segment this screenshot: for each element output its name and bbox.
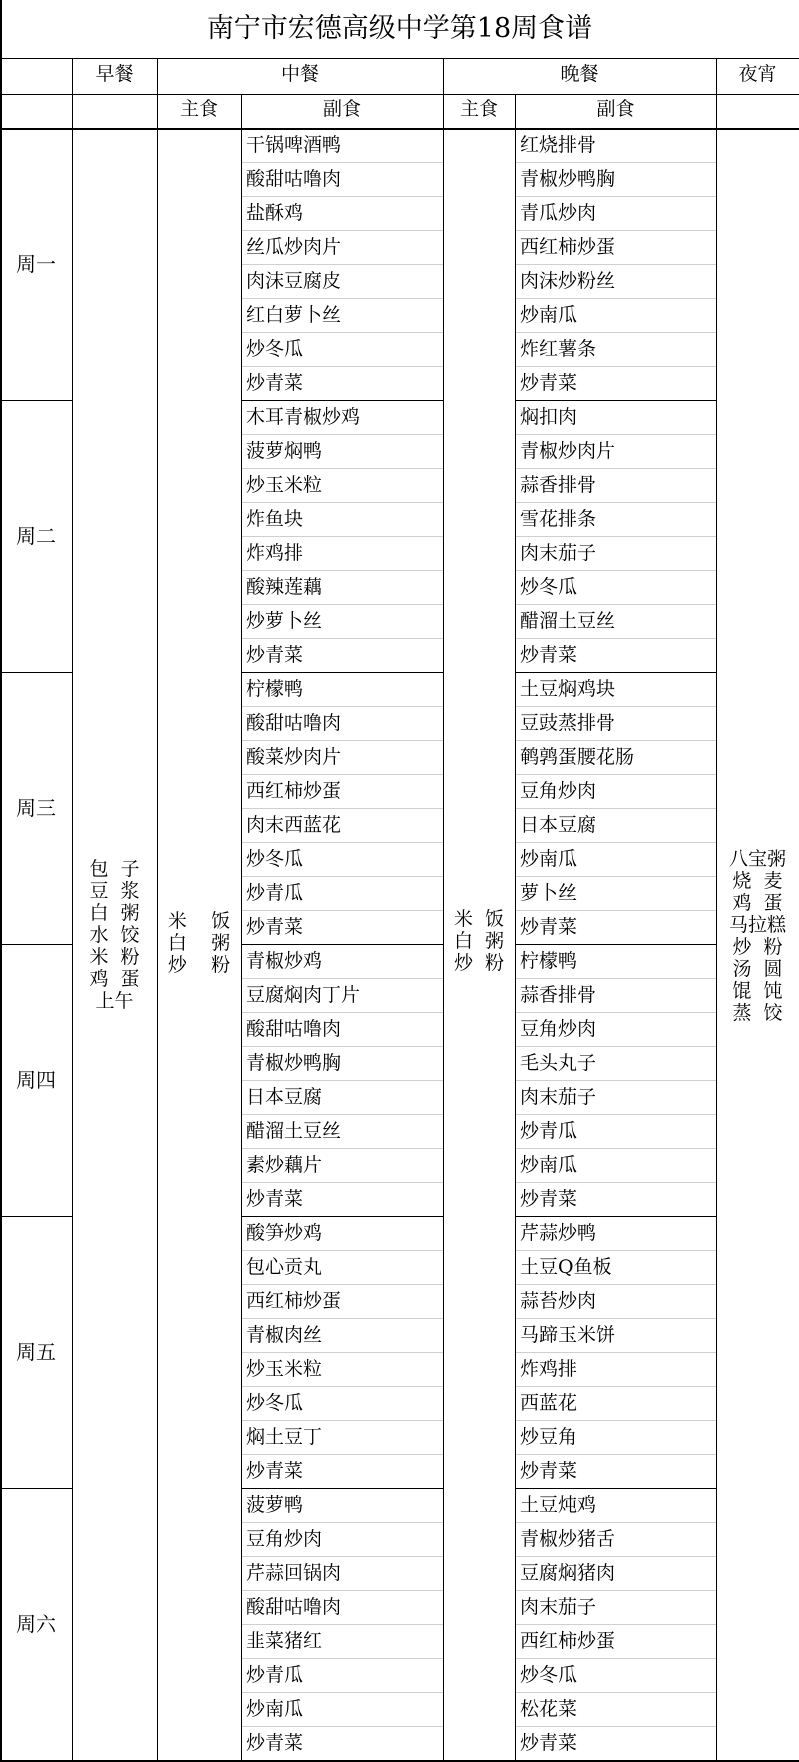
row-divider: [516, 570, 716, 571]
row-divider: [516, 196, 716, 197]
row-divider: [516, 1522, 716, 1523]
lunch-dish: 青椒炒鸭胸: [246, 1052, 342, 1074]
lunch-dish: 红白萝卜丝: [246, 304, 342, 326]
row-divider: [516, 604, 716, 605]
lunch-dish: 丝瓜炒肉片: [246, 236, 342, 258]
dinner-dish: 芹蒜炒鸭: [520, 1222, 597, 1244]
dinner-dish: 蒜香排骨: [520, 474, 597, 496]
row-divider: [516, 1692, 716, 1693]
row-divider: [516, 1454, 716, 1455]
lunch-dish: 西红柿炒蛋: [246, 780, 342, 802]
row-divider: [242, 468, 443, 469]
header-dinner-side: 副食: [596, 98, 635, 120]
row-divider: [242, 264, 443, 265]
night-snack-item: 烧 麦: [732, 870, 783, 892]
grid-line: [515, 1488, 716, 1489]
grid-line: [515, 94, 516, 1760]
dinner-dish: 毛头丸子: [520, 1052, 597, 1074]
grid-line: [0, 1216, 72, 1217]
lunch-staple-item: 米 饭: [167, 910, 231, 932]
row-divider: [516, 774, 716, 775]
row-divider: [242, 1726, 443, 1727]
row-divider: [516, 978, 716, 979]
lunch-dish: 酸甜咕噜肉: [246, 1018, 342, 1040]
grid-line: [0, 0, 2, 1760]
row-divider: [242, 1250, 443, 1251]
dinner-dish: 土豆焖鸡块: [520, 678, 616, 700]
grid-line: [0, 58, 799, 59]
grid-line: [0, 944, 72, 945]
lunch-dish: 菠萝焖鸭: [246, 440, 323, 462]
grid-line: [241, 400, 443, 401]
row-divider: [516, 876, 716, 877]
breakfast-item: 上午: [95, 990, 134, 1012]
row-divider: [242, 1046, 443, 1047]
row-divider: [242, 1012, 443, 1013]
row-divider: [242, 298, 443, 299]
grid-line: [0, 94, 799, 95]
lunch-dish: 日本豆腐: [246, 1086, 323, 1108]
breakfast-item: 包 子: [89, 858, 140, 880]
row-divider: [242, 638, 443, 639]
row-divider: [242, 230, 443, 231]
dinner-dish: 西红柿炒蛋: [520, 1630, 616, 1652]
night-snack-item: 馄 饨: [732, 980, 783, 1002]
lunch-dish: 木耳青椒炒鸡: [246, 406, 361, 428]
row-divider: [242, 1284, 443, 1285]
grid-line: [515, 672, 716, 673]
row-divider: [516, 1012, 716, 1013]
row-divider: [242, 978, 443, 979]
row-divider: [516, 434, 716, 435]
dinner-dish: 肉沫炒粉丝: [520, 270, 616, 292]
night-snack-item: 鸡 蛋: [732, 892, 783, 914]
row-divider: [516, 638, 716, 639]
day-label: 周五: [16, 1340, 56, 1364]
row-divider: [242, 1182, 443, 1183]
row-divider: [242, 842, 443, 843]
lunch-dish: 炒冬瓜: [246, 1392, 304, 1414]
lunch-dish: 酸甜咕噜肉: [246, 1596, 342, 1618]
row-divider: [516, 1658, 716, 1659]
dinner-dish: 炸鸡排: [520, 1358, 578, 1380]
row-divider: [242, 774, 443, 775]
row-divider: [242, 1692, 443, 1693]
dinner-dish: 西红柿炒蛋: [520, 236, 616, 258]
dinner-dish: 炸红薯条: [520, 338, 597, 360]
grid-line: [515, 400, 716, 401]
row-divider: [516, 1046, 716, 1047]
dinner-dish: 土豆炖鸡: [520, 1494, 597, 1516]
day-label: 周二: [16, 524, 56, 548]
lunch-dish: 干锅啤酒鸭: [246, 134, 342, 156]
breakfast-item: 豆 浆: [89, 880, 140, 902]
row-divider: [516, 1590, 716, 1591]
dinner-dish: 青椒炒猪舌: [520, 1528, 616, 1550]
lunch-dish: 炒青瓜: [246, 1664, 304, 1686]
row-divider: [516, 332, 716, 333]
dinner-dish: 蒜苔炒肉: [520, 1290, 597, 1312]
grid-line: [241, 1216, 443, 1217]
lunch-dish: 西红柿炒蛋: [246, 1290, 342, 1312]
dinner-dish: 炒南瓜: [520, 1154, 578, 1176]
grid-line: [0, 672, 72, 673]
breakfast-item: 米 粉: [89, 946, 140, 968]
header-lunch-staple: 主食: [179, 98, 218, 120]
row-divider: [242, 876, 443, 877]
dinner-dish: 炒南瓜: [520, 304, 578, 326]
lunch-dish: 炒青菜: [246, 372, 304, 394]
lunch-dish: 炒南瓜: [246, 1698, 304, 1720]
row-divider: [516, 1420, 716, 1421]
dinner-dish: 豆豉蒸排骨: [520, 712, 616, 734]
grid-line: [0, 400, 72, 401]
dinner-staple-item: 炒 粉: [453, 952, 505, 974]
row-divider: [516, 740, 716, 741]
row-divider: [242, 196, 443, 197]
dinner-dish: 雪花排条: [520, 508, 597, 530]
dinner-dish: 炒青菜: [520, 916, 578, 938]
day-label: 周三: [16, 796, 56, 820]
lunch-dish: 包心贡丸: [246, 1256, 323, 1278]
row-divider: [242, 434, 443, 435]
lunch-dish: 柠檬鸭: [246, 678, 304, 700]
lunch-dish: 炒冬瓜: [246, 338, 304, 360]
dinner-dish: 醋溜土豆丝: [520, 610, 616, 632]
row-divider: [516, 1624, 716, 1625]
dinner-dish: 肉末茄子: [520, 1596, 597, 1618]
lunch-dish: 炒青菜: [246, 1460, 304, 1482]
row-divider: [242, 366, 443, 367]
grid-line: [241, 94, 242, 1760]
dinner-dish: 肉末茄子: [520, 542, 597, 564]
dinner-dish: 炒青菜: [520, 1460, 578, 1482]
row-divider: [516, 1318, 716, 1319]
row-divider: [242, 910, 443, 911]
lunch-dish: 醋溜土豆丝: [246, 1120, 342, 1142]
row-divider: [242, 1386, 443, 1387]
row-divider: [516, 536, 716, 537]
row-divider: [242, 332, 443, 333]
dinner-dish: 日本豆腐: [520, 814, 597, 836]
dinner-dish: 鹌鹑蛋腰花肠: [520, 746, 635, 768]
row-divider: [242, 1556, 443, 1557]
row-divider: [516, 1114, 716, 1115]
dinner-dish: 炒豆角: [520, 1426, 578, 1448]
lunch-dish: 炒青菜: [246, 916, 304, 938]
night-snack-item: 汤 圆: [732, 958, 783, 980]
row-divider: [242, 1420, 443, 1421]
grid-line: [241, 1488, 443, 1489]
night-snack-item: 炒 粉: [732, 936, 783, 958]
lunch-dish: 焖土豆丁: [246, 1426, 323, 1448]
header-lunch: 中餐: [280, 63, 319, 85]
row-divider: [516, 1148, 716, 1149]
lunch-dish: 炒冬瓜: [246, 848, 304, 870]
dinner-dish: 青椒炒鸭胸: [520, 168, 616, 190]
row-divider: [516, 1352, 716, 1353]
dinner-dish: 松花菜: [520, 1698, 578, 1720]
dinner-dish: 炒青菜: [520, 644, 578, 666]
dinner-dish: 蒜香排骨: [520, 984, 597, 1006]
row-divider: [516, 910, 716, 911]
row-divider: [242, 1590, 443, 1591]
grid-line: [515, 1216, 716, 1217]
header-dinner-staple: 主食: [459, 98, 498, 120]
lunch-dish: 肉沫豆腐皮: [246, 270, 342, 292]
lunch-dish: 炒玉米粒: [246, 1358, 323, 1380]
lunch-dish: 酸菜炒肉片: [246, 746, 342, 768]
grid-line: [241, 944, 443, 945]
lunch-dish: 豆角炒肉: [246, 1528, 323, 1550]
row-divider: [242, 1318, 443, 1319]
dinner-dish: 炒青菜: [520, 1188, 578, 1210]
row-divider: [516, 1556, 716, 1557]
night-snack-item: 蒸 饺: [732, 1002, 783, 1024]
header-night-snack: 夜宵: [738, 63, 777, 85]
lunch-dish: 酸甜咕噜肉: [246, 712, 342, 734]
dinner-dish: 柠檬鸭: [520, 950, 578, 972]
dinner-dish: 豆腐焖猪肉: [520, 1562, 616, 1584]
lunch-dish: 炒玉米粒: [246, 474, 323, 496]
row-divider: [242, 570, 443, 571]
dinner-dish: 炒南瓜: [520, 848, 578, 870]
lunch-dish: 酸甜咕噜肉: [246, 168, 342, 190]
row-divider: [242, 1454, 443, 1455]
dinner-dish: 青瓜炒肉: [520, 202, 597, 224]
grid-line: [0, 128, 799, 130]
dinner-dish: 炒青菜: [520, 1732, 578, 1754]
row-divider: [242, 1658, 443, 1659]
lunch-staple-item: 炒 粉: [167, 954, 231, 976]
row-divider: [516, 842, 716, 843]
day-label: 周四: [16, 1068, 56, 1092]
dinner-dish: 豆角炒肉: [520, 1018, 597, 1040]
grid-line: [443, 58, 444, 1760]
row-divider: [242, 1148, 443, 1149]
breakfast-item: 鸡 蛋: [89, 968, 140, 990]
header-dinner: 晚餐: [560, 63, 599, 85]
dinner-dish: 萝卜丝: [520, 882, 578, 904]
row-divider: [242, 536, 443, 537]
row-divider: [242, 604, 443, 605]
lunch-dish: 豆腐焖肉丁片: [246, 984, 361, 1006]
row-divider: [516, 230, 716, 231]
day-label: 周六: [16, 1612, 56, 1636]
row-divider: [242, 1352, 443, 1353]
row-divider: [242, 1080, 443, 1081]
dinner-dish: 土豆Q鱼板: [520, 1256, 612, 1278]
row-divider: [242, 706, 443, 707]
night-snack-item: 八宝粥: [728, 848, 786, 870]
row-divider: [516, 1726, 716, 1727]
header-lunch-side: 副食: [322, 98, 361, 120]
row-divider: [242, 1522, 443, 1523]
row-divider: [516, 162, 716, 163]
dinner-staple-item: 白 粥: [453, 930, 505, 952]
lunch-dish: 酸辣莲藕: [246, 576, 323, 598]
dinner-dish: 肉末茄子: [520, 1086, 597, 1108]
lunch-dish: 素炒藕片: [246, 1154, 323, 1176]
lunch-dish: 炒青菜: [246, 644, 304, 666]
lunch-dish: 酸笋炒鸡: [246, 1222, 323, 1244]
row-divider: [516, 706, 716, 707]
lunch-dish: 炒萝卜丝: [246, 610, 323, 632]
lunch-dish: 炸鸡排: [246, 542, 304, 564]
row-divider: [516, 808, 716, 809]
row-divider: [516, 264, 716, 265]
header-breakfast: 早餐: [95, 63, 134, 85]
row-divider: [242, 740, 443, 741]
lunch-dish: 青椒炒鸡: [246, 950, 323, 972]
breakfast-item: 水 饺: [89, 924, 140, 946]
row-divider: [516, 468, 716, 469]
dinner-dish: 马蹄玉米饼: [520, 1324, 616, 1346]
dinner-dish: 豆角炒肉: [520, 780, 597, 802]
lunch-staple-item: 白 粥: [167, 932, 231, 954]
row-divider: [242, 808, 443, 809]
dinner-dish: 红烧排骨: [520, 134, 597, 156]
night-snack-item: 马拉糕: [728, 914, 786, 936]
breakfast-item: 白 粥: [89, 902, 140, 924]
grid-line: [716, 58, 717, 1760]
lunch-dish: 炒青菜: [246, 1188, 304, 1210]
dinner-dish: 青椒炒肉片: [520, 440, 616, 462]
row-divider: [516, 1386, 716, 1387]
grid-line: [241, 672, 443, 673]
grid-line: [0, 1488, 72, 1489]
day-label: 周一: [16, 252, 56, 276]
lunch-dish: 韭菜猪红: [246, 1630, 323, 1652]
page-title: 南宁市宏德高级中学第18周食谱: [206, 13, 593, 44]
dinner-dish: 西蓝花: [520, 1392, 578, 1414]
row-divider: [516, 1182, 716, 1183]
dinner-dish: 焖扣肉: [520, 406, 578, 428]
row-divider: [516, 502, 716, 503]
lunch-dish: 菠萝鸭: [246, 1494, 304, 1516]
lunch-dish: 炸鱼块: [246, 508, 304, 530]
dinner-dish: 炒冬瓜: [520, 1664, 578, 1686]
dinner-staple-item: 米 饭: [453, 908, 505, 930]
dinner-dish: 炒青瓜: [520, 1120, 578, 1142]
lunch-dish: 炒青菜: [246, 1732, 304, 1754]
row-divider: [242, 1114, 443, 1115]
row-divider: [242, 162, 443, 163]
lunch-dish: 芹蒜回锅肉: [246, 1562, 342, 1584]
lunch-dish: 肉末西蓝花: [246, 814, 342, 836]
row-divider: [242, 502, 443, 503]
grid-line: [157, 58, 158, 1760]
row-divider: [516, 1284, 716, 1285]
row-divider: [516, 1080, 716, 1081]
lunch-dish: 盐酥鸡: [246, 202, 304, 224]
grid-line: [72, 58, 73, 1760]
row-divider: [516, 366, 716, 367]
row-divider: [516, 298, 716, 299]
dinner-dish: 炒冬瓜: [520, 576, 578, 598]
lunch-dish: 炒青瓜: [246, 882, 304, 904]
lunch-dish: 青椒肉丝: [246, 1324, 323, 1346]
dinner-dish: 炒青菜: [520, 372, 578, 394]
grid-line: [515, 944, 716, 945]
row-divider: [516, 1250, 716, 1251]
row-divider: [242, 1624, 443, 1625]
